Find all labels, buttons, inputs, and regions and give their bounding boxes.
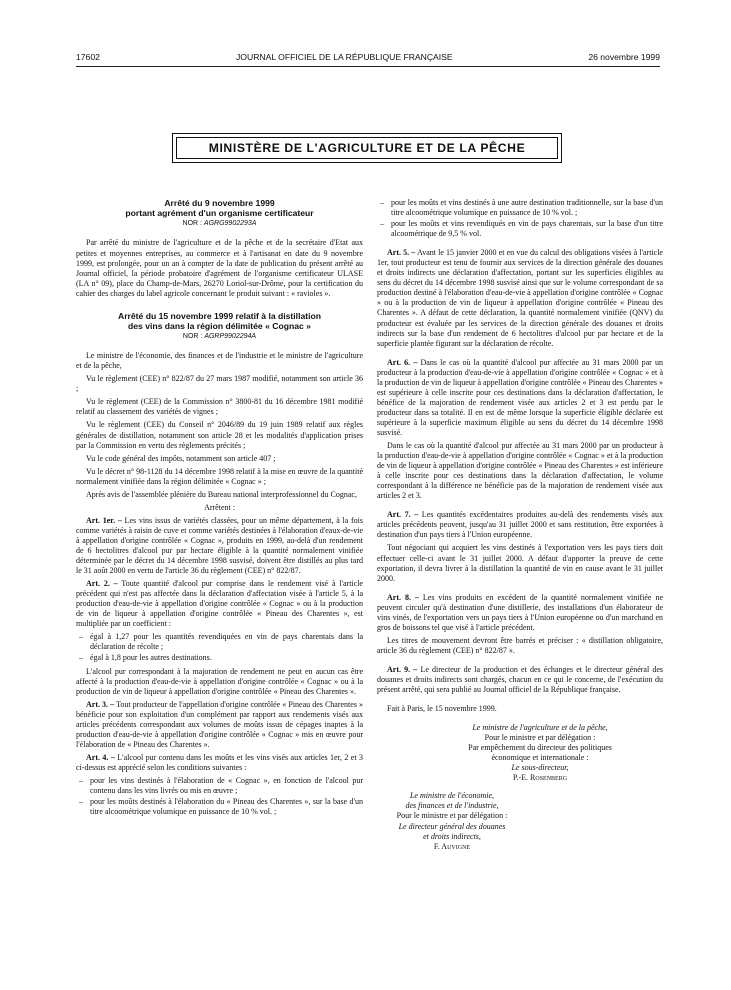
page-number: 17602 xyxy=(76,52,100,62)
left-column xyxy=(76,198,363,820)
list-item: – pour les moûts destinés à l'élaboration du « Pineau des Charentes », sur la base d'un titre alcoométrique volumique en puissance de 10 % vol. ; xyxy=(90,797,363,817)
ministry-heading: MINISTÈRE DE L'AGRICULTURE ET DE LA PÊCHE xyxy=(176,137,558,159)
ministry-heading-box xyxy=(172,133,562,163)
preamble-paragraph: Vu le règlement (CEE) de la Commission n° 3800-81 du 16 décembre 1981 modifié relatif au classement des variétés de vignes ; xyxy=(76,397,363,417)
arrete2-nor: NOR : AGRP9902294A xyxy=(182,333,257,341)
article-5: Art. 5. – Avant le 15 janvier 2000 et en vue du calcul des obligations visées à l'article 1er, tout producteur est tenu de fournir aux services de la direction générale des douanes et droits indirects une déclaration d'affectation, portant sur les superficies éligibles au sens du décret du 14 décembre 1998 susvisé ainsi que sur le volume correspondant de sa production destiné à l'élaboration d'eau-de-vie à appellation d'origine contrôlée « Cognac » ou à la production de vin de liqueur à appellation d'origine contrôlée « Pineau des Charentes ». A défaut de cette déclaration, la quantité normalement vinifiée (QNV) du producteur est évaluée par les services de la direction générale des douanes et droits indirects sur la base d'un rendement de 6 hectolitres d'alcool pur par hectare et de la superficie plantée figurant sur la déclaration de récolte. xyxy=(377,248,663,348)
article-9: Art. 9. – Le directeur de la production et des échanges et le directeur général des douanes et droits indirects sont chargés, chacun en ce qui le concerne, de l'exécution du présent arrêté, qui sera publié au Journal officiel de la République française. xyxy=(377,664,663,695)
article-4: Art. 4. – L'alcool pur contenu dans les moûts et les vins visés aux articles 1er, 2 et 3 ci-dessus est apprécié selon les conditions suivantes : xyxy=(76,752,363,772)
preamble-paragraph: Vu le règlement (CEE) n° 822/87 du 27 mars 1987 modifié, notamment son article 36 ; xyxy=(76,374,363,394)
right-column xyxy=(377,198,663,852)
arrete1-nor: NOR : AGRG9902293A xyxy=(182,220,257,228)
issue-date: 26 novembre 1999 xyxy=(588,52,660,62)
list-item: – pour les vins destinés à l'élaboration de « Cognac », en fonction de l'alcool pur contenu dans les vins livrés ou mis en œuvre ; xyxy=(90,776,363,796)
article-8: Art. 8. – Les vins produits en excédent de la quantité normalement vinifiée ne peuvent circuler qu'à destination d'une distillerie, des installations d'un élaborateur de vins vinés, de l'exportation vers un pays tiers à l'Union européenne ou d'un marchand en gros de boissons tel que visé à l'article précédent. xyxy=(377,592,663,632)
article-2: Art. 2. – Toute quantité d'alcool pur comprise dans le rendement visé à l'article précédent qui n'est pas affectée dans la déclaration d'affectation visée à l'article 5, à la production d'eau-de-vie à appellation d'origine contrôlée « Cognac » ou à la production de vin de liqueur à appellation d'origine contrôlée « Pineau des Charentes », est multipliée par un coefficient : xyxy=(76,579,363,629)
article-2-paragraph: L'alcool pur correspondant à la majoration de rendement ne peut en aucun cas être affecté à la production d'eau-de-vie à appellation d'origine contrôlée « Cognac » ou à la production de vin de liqueur à appellation d'origine contrôlée « Pineau des Charentes ». xyxy=(76,666,363,696)
article-7: Art. 7. – Les quantités excédentaires produites au-delà des rendements visés aux articles précédents peuvent, jusqu'au 31 juillet 2000 et sans restitution, être exportées à destination d'un pays tiers à l'Union européenne. xyxy=(377,510,663,540)
arrete2-title-line2: des vins dans la région délimitée « Cognac » xyxy=(128,320,311,331)
arrete1-body: Par arrêté du ministre de l'agriculture et de la pêche et de la secrétaire d'Etat aux petites et moyennes entreprises, au commerce et à l'artisanat en date du 9 novembre 1999, est prolongée, pour un an à compter de la date de publication du présent arrêté au Journal officiel, la période probatoire d'agrément de l'organisme certificateur ULASE (LA n° 09), place du Champ-de-Mars, 26270 Loriol-sur-Drôme, pour la certification du cahier des charges du label agricole concernant le produit suivant : « ravioles ». xyxy=(76,238,363,298)
preamble-paragraph: Vu le code général des impôts, notamment son article 407 ; xyxy=(86,453,276,463)
arrete2-title-line1: Arrêté du 15 novembre 1999 relatif à la distillation xyxy=(118,310,321,321)
list-item: – égal à 1,27 pour les quantités revendiquées en vin de pays charentais dans la déclaration de récolte ; xyxy=(90,632,363,652)
list-item: – pour les moûts et vins destinés à une autre destination traditionnelle, sur la base d'un titre alcoométrique volumique en puissance de 10 % vol. ; xyxy=(391,198,663,218)
preamble-paragraph: Vu le décret n° 98-1128 du 14 décembre 1998 relatif à la mise en œuvre de la quantité normalement vinifiée dans la région délimitée « Cognac » ; xyxy=(76,466,363,486)
signature-block-agriculture: Le ministre de l'agriculture et de la pêche, Pour le ministre et par délégation : Par empêchement du directeur des politiques économique et internationale : Le sous-directeur, P.-E. Rosenberg xyxy=(468,723,612,783)
article-4-list xyxy=(76,776,363,817)
arretent-label: Arrêtent : xyxy=(204,502,235,512)
article-3: Art. 3. – Tout producteur de l'appellation d'origine contrôlée « Pineau des Charentes » bénéficie pour son exploitation d'un complément par rapport aux rendements visés aux articles précédents correspondant aux volumes de moûts issus de cépages inaptes à la production d'eau-de-vie à appellation d'origine contrôlée « Cognac » mis en œuvre pour l'élaboration de « Pineau des Charentes ». xyxy=(76,699,363,749)
journal-title: JOURNAL OFFICIEL DE LA RÉPUBLIQUE FRANÇAISE xyxy=(236,52,453,62)
article-6: Art. 6. – Dans le cas où la quantité d'alcool pur affectée au 31 mars 2000 par un producteur à la production d'eau-de-vie à appellation d'origine contrôlée « Cognac » et à la production de vin de liqueur à appellation d'origine contrôlée « Pineau des Charentes » est supérieure à celle inscrite pour ces destinations dans la déclaration d'affectation, le bénéfice de la majoration de rendement visée aux articles 2 et 3 est perdu par le producteur dans sa totalité. Il en est de même lorsque la superficie éligible déclarée est supérieure à la superficie maximum éligible au sens du décret du 14 décembre 1998 susvisé. xyxy=(377,357,663,437)
header-rule xyxy=(76,66,660,67)
done-at: Fait à Paris, le 15 novembre 1999. xyxy=(387,704,497,714)
page-header xyxy=(76,52,660,66)
article-7-paragraph: Tout négociant qui acquiert les vins destinés à l'exportation vers les pays tiers doit effectuer celle-ci avant le 31 juillet 2000. A défaut d'apporter la preuve de cette exportation, il devra livrer à la distillation la quantité de vin en cause avant le 31 juillet 2000. xyxy=(377,543,663,583)
article-4-list-continued xyxy=(377,198,663,239)
list-item: – pour les moûts et vins revendiqués en vin de pays charentais, sur la base d'un titre alcoométrique de 9,5 % vol. xyxy=(391,219,663,239)
arrete1-title-line1: Arrêté du 9 novembre 1999 xyxy=(164,198,275,208)
article-1: Art. 1er. – Les vins issus de variétés classées, pour un même département, à la fois comme variétés à raisin de cuve et comme variétés destinées à l'élaboration d'eaux-de-vie à appellation d'origine contrôlée « Cognac », produits en 1999, au-delà d'un rendement de 6 hectolitres d'alcool pur par hectare éligible à la quantité normalement vinifiée déterminée par le décret du 14 décembre 1998 susvisé, doivent être distillés au plus tard le 31 août 2000 en vertu de l'article 36 du règlement (CEE) n° 822/87. xyxy=(76,515,364,576)
article-8-paragraph: Les titres de mouvement devront être barrés et préciser : « distillation obligatoire, article 36 du règlement (CEE) n° 822/87 ». xyxy=(377,635,663,655)
preamble-paragraph: Vu le règlement (CEE) du Conseil n° 2046/89 du 19 juin 1989 relatif aux règles générales de distillation, notamment son article 28 et les modalités d'application prises par la Commission en vertu des règlements précités ; xyxy=(76,420,363,450)
signature-block-economy: Le ministre de l'économie, des finances et de l'industrie, Pour le ministre et par délégation : Le directeur général des douanes et droits indirects, F. Auvigne xyxy=(396,791,508,851)
article-2-list xyxy=(76,632,363,663)
article-6-paragraph: Dans le cas où la quantité d'alcool pur affectée au 31 mars 2000 par un producteur à la production d'eau-de-vie à appellation d'origine contrôlée « Cognac » et à la production de vin de liqueur à appellation d'origine contrôlée « Pineau des Charentes » est inférieure à celle inscrite pour ces destinations dans la déclaration d'affectation, le volume correspondant à la différence ne bénéficie pas de la majoration de rendement visée aux articles 2 et 3. xyxy=(377,441,663,501)
preamble-paragraph: Le ministre de l'économie, des finances et de l'industrie et le ministre de l'agriculture et de la pêche, xyxy=(76,351,363,371)
list-item: – égal à 1,8 pour les autres destinations. xyxy=(90,653,363,663)
preamble-paragraph: Après avis de l'assemblée plénière du Bureau national interprofessionnel du Cognac, xyxy=(86,489,357,499)
arrete1-title-line2: portant agrément d'un organisme certificateur xyxy=(125,208,314,219)
